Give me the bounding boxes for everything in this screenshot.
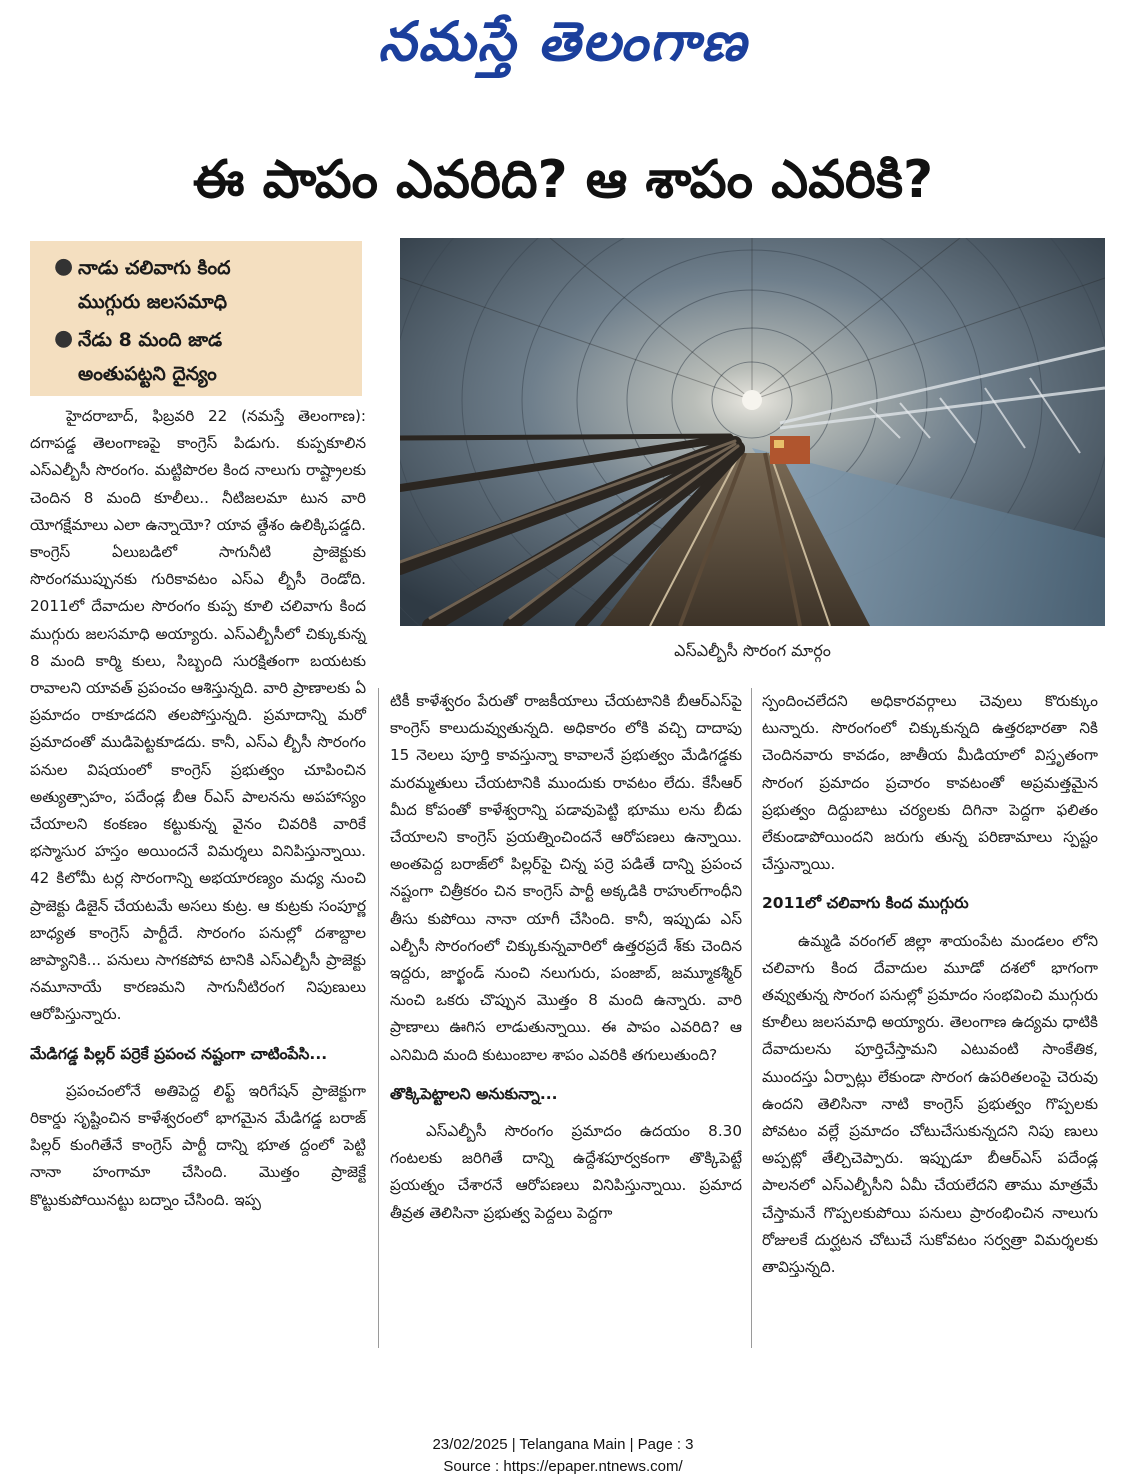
bullet-icon: ● [54,254,74,279]
subheading: తొక్కిపెట్టాలని అనుకున్నా... [390,1084,558,1103]
tunnel-image [400,238,1105,626]
article-column-2 [390,688,742,1227]
paragraph: స్పందించలేదని అధికారవర్గాలు చెవులు కొరుక్కుం టున్నారు. సొరంగంలో చిక్కుకున్నది ఉత్తరభారతా నికి చెందినవారు కావడం, జాతీయ మీడియాలో విస్తృతంగా సొరంగ ప్రమాదం ప్రచారం కావటంతో అప్రమత్తమైన ప్రభుత్వం దిద్దుబాటు చర్యలకు దిగినా పెద్దగా ఫలితం లేకుండాపోయిందని జరుగు తున్న పరిణామాలు స్పష్టం చేస్తున్నాయి. [762,692,1098,874]
paragraph: ఎస్ఎల్బీసీ సొరంగం ప్రమాదం ఉదయం 8.30 గంటలకు జరిగితే దాన్ని ఉద్దేశపూర్వకంగా తొక్కిపెట్టే ప్రయత్నం చేశారనే ఆరోపణలు వినిపిస్తున్నాయి. ప్రమాద తీవ్రత తెలిసినా ప్రభుత్వ పెద్దలు పెద్దగా [390,1122,742,1222]
highlight-item [52,251,352,319]
paragraph: ఉమ్మడి వరంగల్ జిల్లా శాయంపేట మండలం లోని చలివాగు కింద దేవాదుల మూడో దశలో భాగంగా తవ్వుతున్న సొరంగ పనుల్లో ప్రమాదం సంభవించి ముగ్గురు కూలీలు జలసమాధి అయ్యారు. తెలంగాణ ఉద్యమ ధాటికి దేవాదులను పూర్తిచేస్తామని ఎటువంటి సాంకేతిక, ముందస్తు ఏర్పాట్లు లేకుండా సొరంగ ఉపరితలంపై చెరువు ఉందని తెలిసినా నాటి కాంగ్రెస్ ప్రభుత్వం గొప్పలకు పోవటం వల్లే ప్రమాదం చోటుచేసుకున్నదని నిపు ణులు అప్పట్లో తేల్చిచెప్పారు. ఇప్పుడూ బీఆర్ఎస్ పదేండ్ల పాలనలో ఎస్ఎల్బీసీని ఏమీ చేయలేదని తాము మాత్రమే చేస్తామనే గొప్పలకుపోయి పనులు ప్రారంభించిన నాలుగు రోజులకే దుర్ఘటన చోటుచే సుకోవటం సర్వత్రా విమర్శలకు తావిస్తున్నది. [762,931,1098,1277]
highlights-box [30,241,362,396]
masthead-logo: నమస్తే తెలంగాణ [378,10,748,73]
footer-source-link[interactable]: Source : https://epaper.ntnews.com/ [443,1458,683,1475]
highlight-item [52,323,352,391]
subheading: మేడిగడ్డ పిల్లర్ పర్రెకే ప్రపంచ నష్టంగా చాటింపేసి... [30,1044,328,1063]
highlight-line: ముగ్గురు జలసమాధి [78,291,228,313]
article-column-3 [762,688,1098,1281]
tunnel-photo [400,238,1105,626]
column-divider [378,688,379,1348]
paragraph: ప్రపంచంలోనే అతిపెద్ద లిఫ్ట్ ఇరిగేషన్ ప్రాజెక్టుగా రికార్డు సృష్టించిన కాళేశ్వరంలో భాగమైన మేడిగడ్డ బరాజ్ పిల్లర్ కుంగితేనే కాంగ్రెస్ పార్టీ దాన్ని భూత ద్దంలో పెట్టి నానా హంగామా చేసింది. మొత్తం ప్రాజెక్టే కొట్టుకుపోయినట్టు బద్నాం చేసింది. ఇప్ప [30,1081,366,1209]
article-column-1 [30,403,366,1214]
headline: ఈ పాపం ఎవరిది? ఆ శాపం ఎవరికి? [192,150,934,210]
bullet-icon: ● [54,326,74,351]
column-divider [751,688,752,1348]
highlight-line: నేడు 8 మంది జాడ [78,329,223,351]
paragraph: హైదరాబాద్, ఫిబ్రవరి 22 (నమస్తే తెలంగాణ): దగాపడ్డ తెలంగాణపై కాంగ్రెస్ పిడుగు. కుప్పకూలిన ఎస్ఎల్బీసీ సొరంగం. మట్టిపొరల కింద నాలుగు రాష్ట్రాలకు చెందిన 8 మంది కూలీలు.. నీటిజలమా టున వారి యోగక్షేమాలు ఎలా ఉన్నాయో? యావ త్దేశం ఉలిక్కిపడ్డది. కాంగ్రెస్ ఏలుబడిలో సాగునీటి ప్రాజెక్టుకు సొరంగముప్పునకు గురికావటం ఎస్ఎ ల్బీసీ రెండోది. 2011లో దేవాదుల సొరంగం కుప్ప కూలి చలివాగు కింద ముగ్గురు జలసమాధి అయ్యారు. ఎస్ఎల్బీసీలో చిక్కుకున్న 8 మంది కార్మి కులు, సిబ్బంది సురక్షితంగా బయటకు రావాలని యావత్ ప్రపంచం ఆశిస్తున్నది. వారి ప్రాణాలకు ఏ ప్రమాదం రాకూడదని తలపోస్తున్నది. ప్రమాదాన్ని మరో ప్రమాదంతో ముడిపెట్టకూడదు. కానీ, ఎస్ఎ ల్బీసీ సొరంగం పనుల విషయంలో కాంగ్రెస్ ప్రభుత్వం చూపించిన అత్యుత్సాహం, పదేండ్ల బీఆ ర్ఎస్ పాలనను అపహాస్యం చేయాలని కంకణం కట్టుకున్న వైనం చివరికి వారికే భస్మాసుర హస్తం అయిందనే విమర్శలు వినిపిస్తున్నాయి. 42 కిలోమీ టర్ల సొరంగాన్ని అభయారణ్యం మధ్య నుంచి ప్రాజెక్టు డిజైన్ చేయటమే అసలు కుట్ర. ఆ కుట్రకు సంపూర్ణ బాధ్యత కాంగ్రెస్ పార్టీదే. సొరంగం పనుల్లో దశాబ్దాల జాప్యానికి... పనులు సాగకపోవ టానికి ఎస్ఎల్బీసీ ప్రాజెక్టు నమూనాయే కారణమని సాగునీటిరంగ నిపుణులు ఆరోపిస్తున్నారు. [30,407,366,1024]
photo-caption: ఎస్ఎల్బీసీ సొరంగ మార్గం [674,641,831,660]
footer-edition-info: 23/02/2025 | Telangana Main | Page : 3 [432,1436,694,1453]
subheading: 2011లో చలివాగు కింద ముగ్గురు [762,894,969,913]
highlight-line: అంతుపట్టని దైన్యం [78,363,217,385]
paragraph: టికీ కాళేశ్వరం పేరుతో రాజకీయాలు చేయటానికి బీఆర్ఎస్‌పై కాంగ్రెస్ కాలుదువ్వుతున్నది. అధికారం లోకి వచ్చి దాదాపు 15 నెలలు పూర్తి కావస్తున్నా కావాలనే ప్రభుత్వం మేడిగడ్డకు మరమ్మతులు చేయటానికి ముందుకు రావటం లేదు. కేసీఆర్ మీద కోపంతో కాళేశ్వరాన్ని పడావుపెట్టి భూము లను బీడు చేయాలని కాంగ్రెస్ ప్రయత్నించిందనే ఆరోపణలు ఉన్నాయి. అంతపెద్ద బరాజ్‌లో పిల్లర్‌పై చిన్న పర్రె పడితే దాన్ని ప్రపంచ నష్టంగా చిత్రీకరం చిన కాంగ్రెస్ పార్టీ అక్కడికి రాహుల్‌గాంధీని తీసు కుపోయి నానా యాగీ చేసింది. కానీ, ఇప్పుడు ఎస్ ఎల్బీసీ సొరంగంలో చిక్కుకున్నవారిలో ఉత్తరప్రదే శ్‌కు చెందిన ఇద్దరు, జార్ఖండ్ నుంచి నలుగురు, పంజాబ్, జమ్మూకశ్మీర్ నుంచి ఒకరు చొప్పున మొత్తం 8 మంది ఉన్నారు. వారి ప్రాణాలు ఊగిస లాడుతున్నాయి. ఈ పాపం ఎవరిది? ఆ ఎనిమిది మంది కుటుంబాల శాపం ఎవరికి తగులుతుంది? [390,692,742,1064]
highlight-line: నాడు చలివాగు కింద [78,257,231,279]
